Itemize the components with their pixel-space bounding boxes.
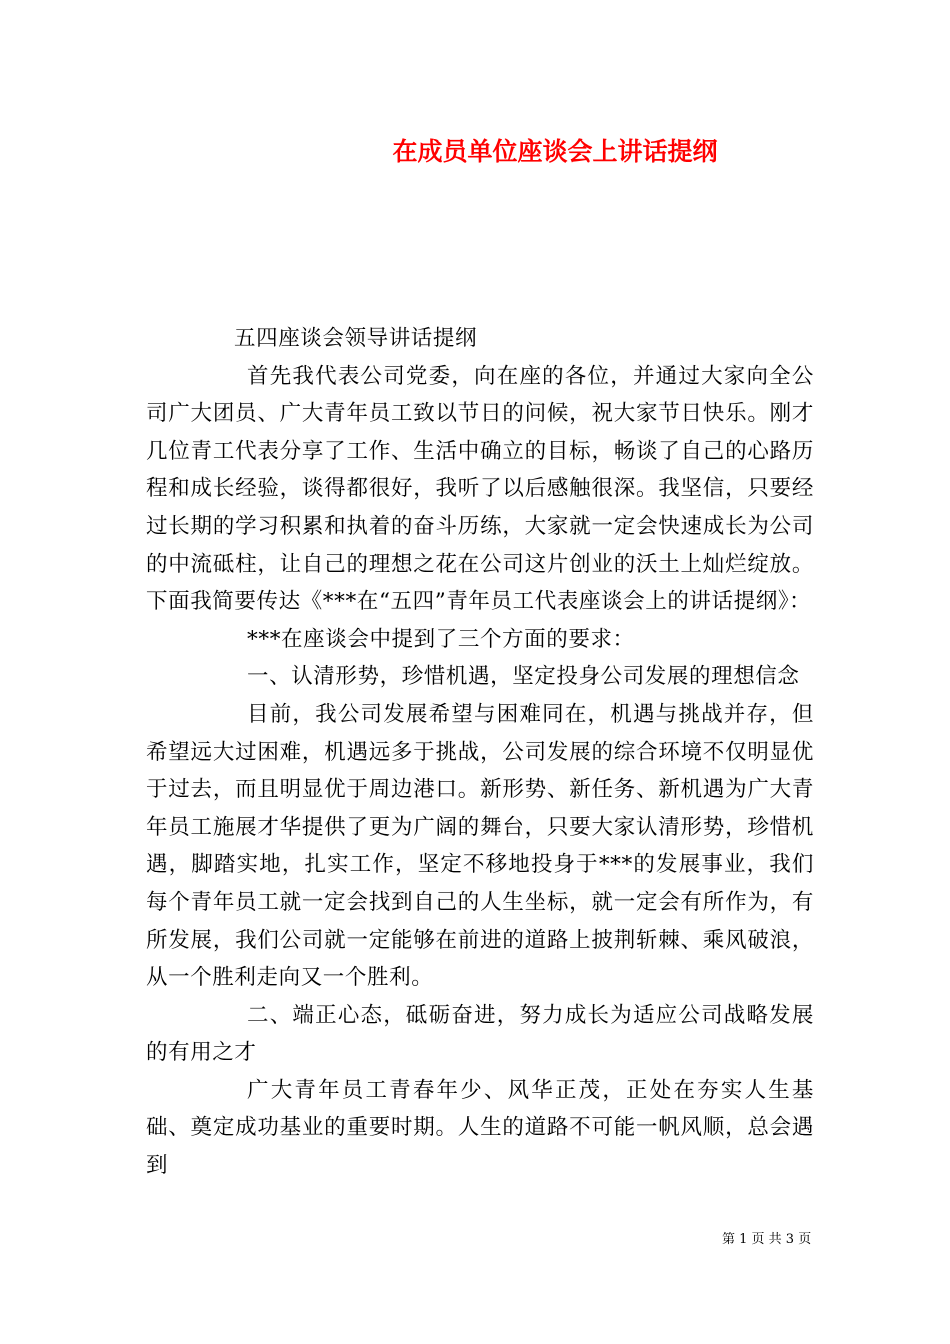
- section-heading-one: 一、认清形势，珍惜机遇，坚定投身公司发展的理想信念: [247, 664, 800, 690]
- document-body: [146, 320, 814, 1185]
- paragraph-intro: 首先我代表公司党委，向在座的各位，并通过大家向全公司广大团员、广大青年员工致以节日的问候，祝大家节日快乐。刚才几位青工代表分享了工作、生活中确立的目标，畅谈了自己的心路历程和成长经验，谈得都很好，我听了以后感触很深。我坚信，只要经过长期的学习积累和执着的奋斗历练，大家就一定会快速成长为公司的中流砥柱，让自己的理想之花在公司这片创业的沃土上灿烂绽放。下面我简要传达《***在“五四”青年员工代表座谈会上的讲话提纲》：: [146, 363, 814, 615]
- document-subtitle: 五四座谈会领导讲话提纲: [234, 326, 478, 351]
- paragraph-requirements: ***在座谈会中提到了三个方面的要求：: [247, 626, 635, 652]
- document-title: 在成员单位座谈会上讲话提纲: [392, 137, 718, 166]
- section-heading-two: 二、端正心态，砥砺奋进，努力成长为适应公司战略发展的有用之才: [146, 1002, 814, 1066]
- paragraph-section-one: 目前，我公司发展希望与困难同在，机遇与挑战并存，但希望远大过困难，机遇远多于挑战，公司发展的综合环境不仅明显优于过去，而且明显优于周边港口。新形势、新任务、新机遇为广大青年员工施展才华提供了更为广阔的舞台，只要大家认清形势，珍惜机遇，脚踏实地，扎实工作，坚定不移地投身于***的发展事业，我们每个青年员工就一定会找到自己的人生坐标，就一定会有所作为，有所发展，我们公司就一定能够在前进的道路上披荆斩棘、乘风破浪，从一个胜利走向又一个胜利。: [146, 701, 814, 991]
- page-footer: 第 1 页 共 3 页: [722, 1232, 812, 1247]
- paragraph-section-two: 广大青年员工青春年少、风华正茂，正处在夯实人生基础、奠定成功基业的重要时期。人生的道路不可能一帆风顺，总会遇到: [146, 1077, 814, 1179]
